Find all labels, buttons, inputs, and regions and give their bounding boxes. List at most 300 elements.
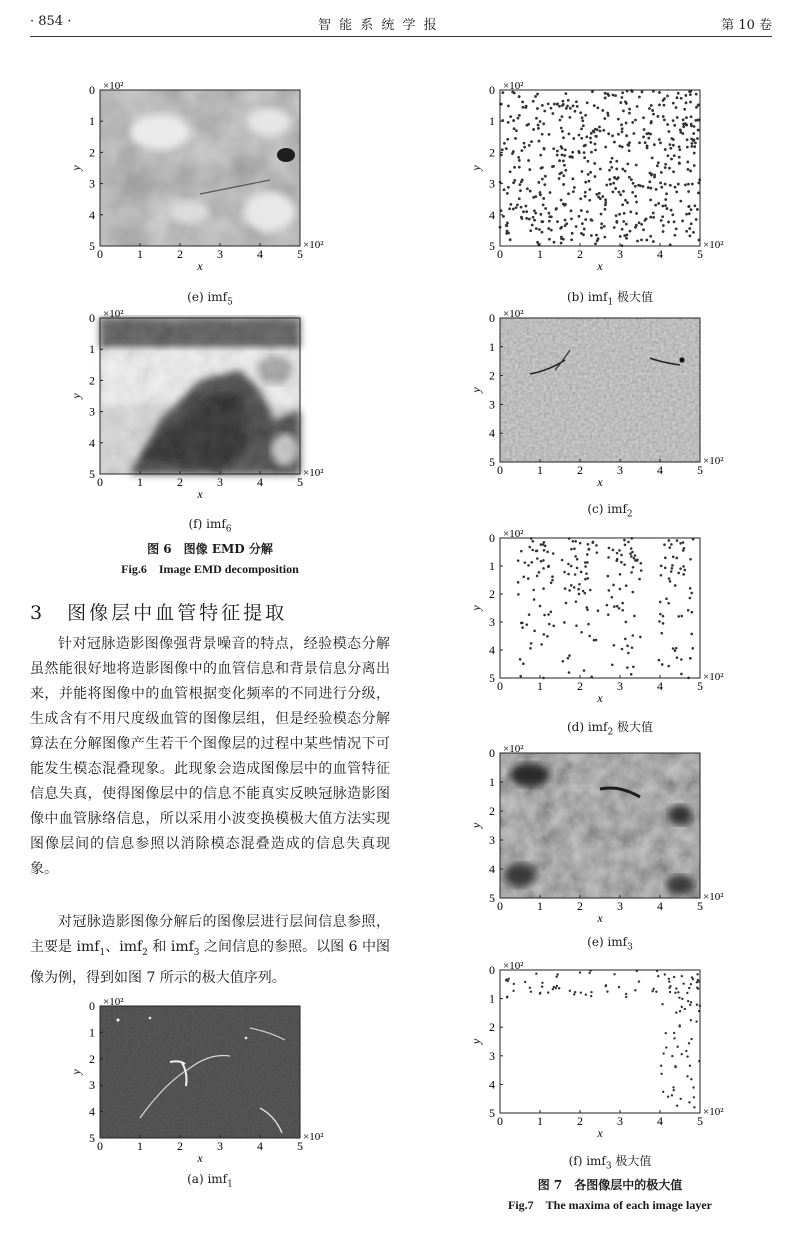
maxima-point (675, 1011, 677, 1013)
maxima-point (527, 123, 530, 126)
maxima-point (689, 93, 692, 96)
maxima-point (667, 221, 670, 224)
maxima-point (531, 224, 534, 227)
y-axis-label: y (469, 1038, 483, 1045)
y-axis-label: y (69, 165, 83, 171)
x-tick-label: 1 (537, 899, 543, 913)
x-tick-label: 0 (97, 247, 103, 261)
maxima-point (542, 567, 545, 570)
y-tick-label: 3 (489, 397, 495, 412)
maxima-point (642, 136, 645, 139)
page-number: · 854 · (30, 14, 72, 29)
maxima-point (638, 980, 640, 982)
maxima-point (539, 213, 542, 216)
maxima-point (586, 210, 589, 213)
maxima-point (608, 178, 611, 181)
maxima-point (552, 988, 554, 990)
maxima-point (634, 195, 637, 198)
maxima-point (621, 648, 624, 651)
maxima-point (665, 1046, 667, 1048)
maxima-point (560, 226, 563, 229)
maxima-point (671, 1055, 673, 1057)
maxima-point (532, 128, 535, 131)
maxima-point (635, 224, 638, 227)
maxima-point (541, 104, 544, 107)
maxima-point (630, 178, 633, 181)
maxima-point (625, 223, 628, 226)
maxima-point (540, 643, 543, 646)
maxima-point (668, 980, 670, 982)
maxima-point (561, 115, 564, 118)
maxima-point (626, 163, 629, 166)
maxima-point (664, 973, 666, 975)
maxima-point (611, 190, 614, 193)
maxima-point (539, 120, 542, 123)
maxima-point (588, 180, 591, 183)
maxima-point (522, 662, 525, 665)
maxima-point (570, 548, 573, 551)
maxima-point (604, 208, 607, 211)
maxima-point (684, 569, 687, 572)
maxima-point (560, 145, 563, 148)
body-paragraph-2: 对冠脉造影图像分解后的图像层进行层间信息参照，主要是 imf$_1$、imf$_2$ 和 imf$_3$ 之间信息的参照。以图 6 中图像为例，得到如图 7 所示的极大值序列。 (30, 914, 390, 986)
maxima-point (507, 186, 510, 189)
maxima-point (584, 114, 587, 117)
maxima-point (512, 208, 515, 211)
maxima-point (592, 129, 595, 132)
x-tick-label: 5 (697, 899, 703, 913)
maxima-point (643, 128, 646, 131)
maxima-point (567, 573, 570, 576)
maxima-point (695, 106, 698, 109)
maxima-point (611, 596, 614, 599)
maxima-point (564, 219, 567, 222)
maxima-point (596, 106, 599, 109)
maxima-point (514, 137, 517, 140)
maxima-point (620, 96, 623, 99)
maxima-point (665, 192, 668, 195)
x-multiplier: ×10² (303, 467, 324, 479)
maxima-point (562, 100, 565, 103)
maxima-point (543, 183, 546, 186)
x-tick-label: 5 (297, 475, 303, 489)
fig6f-plot (70, 310, 360, 510)
maxima-point (593, 104, 596, 107)
maxima-point (604, 203, 607, 206)
maxima-point (528, 168, 531, 171)
x-tick-label: 2 (577, 899, 583, 913)
maxima-point (626, 666, 629, 669)
maxima-point (680, 1098, 682, 1100)
maxima-point (627, 652, 630, 655)
maxima-point (580, 137, 583, 140)
maxima-point (578, 583, 581, 586)
maxima-point (652, 988, 654, 990)
y-axis-label: y (469, 165, 483, 171)
maxima-point (518, 166, 521, 169)
maxima-point (692, 231, 695, 234)
maxima-point (690, 1019, 692, 1021)
y-tick-label: 2 (89, 145, 95, 160)
maxima-point (547, 102, 550, 105)
maxima-point (564, 148, 567, 151)
maxima-point (666, 95, 669, 98)
maxima-point (681, 132, 684, 135)
maxima-point (594, 175, 597, 178)
maxima-point (527, 564, 530, 567)
maxima-point (634, 554, 637, 557)
x-tick-label: 2 (577, 247, 583, 261)
maxima-point (588, 548, 591, 551)
maxima-point (522, 210, 525, 213)
maxima-point (590, 151, 593, 154)
maxima-point (690, 208, 693, 211)
maxima-point (624, 638, 627, 641)
x-tick-label: 0 (497, 463, 503, 477)
y-tick-label: 0 (89, 83, 95, 97)
maxima-point (575, 624, 578, 627)
maxima-point (573, 993, 575, 995)
maxima-point (520, 206, 523, 209)
maxima-point (673, 976, 675, 978)
maxima-point (648, 107, 651, 110)
maxima-point (674, 992, 676, 994)
x-tick-label: 0 (97, 475, 103, 489)
maxima-point (541, 178, 544, 181)
maxima-point (556, 103, 559, 106)
maxima-point (645, 239, 648, 242)
maxima-point (640, 238, 643, 241)
maxima-point (690, 145, 693, 148)
maxima-point (620, 561, 623, 564)
maxima-point (597, 609, 600, 612)
maxima-point (601, 195, 604, 198)
maxima-point (627, 541, 630, 544)
fig6e-plot (70, 82, 360, 282)
maxima-point (634, 185, 637, 188)
maxima-point (590, 234, 593, 237)
maxima-point (638, 578, 641, 581)
maxima-point (678, 1024, 680, 1026)
maxima-point (603, 117, 606, 120)
maxima-point (690, 1038, 692, 1040)
y-tick-label: 2 (489, 804, 495, 818)
maxima-point (695, 1020, 697, 1022)
x-axis-label: x (597, 1126, 603, 1140)
x-tick-label: 0 (97, 1139, 103, 1153)
maxima-point (584, 144, 587, 147)
maxima-point (639, 562, 642, 565)
maxima-point (540, 543, 543, 546)
maxima-point (517, 581, 520, 584)
y-tick-label: 1 (489, 114, 495, 129)
maxima-point (513, 983, 515, 985)
maxima-point (673, 1089, 675, 1091)
maxima-point (518, 197, 521, 200)
maxima-point (695, 218, 698, 221)
maxima-point (534, 212, 537, 215)
maxima-point (668, 987, 670, 989)
maxima-point (558, 172, 561, 175)
maxima-point (644, 219, 647, 222)
maxima-point (585, 606, 588, 609)
maxima-point (687, 183, 690, 186)
maxima-point (580, 127, 583, 130)
maxima-point (589, 171, 592, 174)
maxima-point (631, 121, 634, 124)
maxima-point (512, 181, 515, 184)
maxima-point (668, 577, 671, 580)
maxima-point (544, 175, 547, 178)
maxima-point (625, 621, 628, 624)
maxima-point (606, 604, 609, 607)
volume-label: 第 10 卷 (721, 18, 772, 33)
maxima-point (683, 547, 686, 550)
maxima-point (558, 987, 560, 989)
maxima-point (649, 172, 652, 175)
maxima-point (507, 121, 510, 124)
maxima-point (563, 621, 566, 624)
maxima-point (644, 141, 647, 144)
maxima-point (674, 1065, 676, 1067)
maxima-point (607, 575, 610, 578)
maxima-point (681, 1053, 683, 1055)
maxima-point (530, 561, 533, 564)
x-tick-label: 1 (537, 463, 543, 477)
y-tick-label: 1 (489, 775, 495, 789)
maxima-point (618, 607, 621, 610)
maxima-point (561, 130, 564, 133)
y-tick-label: 3 (489, 615, 495, 629)
x-tick-label: 0 (497, 247, 503, 261)
maxima-point (562, 136, 565, 139)
maxima-point (649, 235, 652, 238)
y-tick-label: 3 (489, 833, 495, 847)
x-axis-label: x (197, 487, 203, 501)
maxima-point (672, 555, 675, 558)
x-tick-label: 3 (217, 1139, 223, 1153)
maxima-point (543, 549, 546, 552)
maxima-point (669, 580, 672, 583)
maxima-point (593, 639, 596, 642)
maxima-point (697, 192, 700, 195)
maxima-point (631, 646, 634, 649)
maxima-point (573, 186, 576, 189)
maxima-point (682, 541, 685, 544)
maxima-point (544, 545, 547, 548)
maxima-point (506, 222, 509, 225)
fig7c-plot (470, 310, 760, 490)
maxima-point (519, 658, 522, 661)
maxima-point (658, 138, 661, 141)
maxima-point (543, 147, 546, 150)
maxima-point (636, 105, 639, 108)
y-tick-label: 4 (489, 643, 495, 657)
maxima-point (604, 97, 607, 100)
maxima-point (587, 623, 590, 626)
maxima-point (664, 166, 667, 169)
maxima-point (672, 102, 675, 105)
y-multiplier: ×10² (103, 80, 124, 92)
x-tick-label: 4 (257, 1139, 263, 1153)
maxima-point (682, 549, 685, 552)
maxima-point (663, 543, 666, 546)
maxima-point (673, 154, 676, 157)
maxima-point (660, 632, 663, 635)
maxima-point (588, 972, 590, 974)
maxima-point (561, 104, 564, 107)
maxima-point (671, 564, 674, 567)
maxima-point (547, 212, 550, 215)
maxima-point (662, 1091, 664, 1093)
maxima-point (581, 222, 584, 225)
maxima-point (537, 181, 540, 184)
maxima-point (533, 630, 536, 633)
maxima-point (567, 99, 570, 102)
maxima-point (615, 221, 618, 224)
maxima-point (551, 165, 554, 168)
maxima-point (689, 1004, 691, 1006)
y-tick-label: 0 (89, 311, 95, 325)
maxima-point (596, 239, 599, 242)
maxima-point (687, 205, 690, 208)
x-tick-label: 2 (177, 475, 183, 489)
maxima-point (552, 147, 555, 150)
maxima-point (687, 168, 690, 171)
maxima-point (555, 987, 557, 989)
maxima-point (625, 134, 628, 137)
maxima-point (563, 154, 566, 157)
maxima-point (658, 91, 661, 94)
maxima-point (607, 132, 610, 135)
maxima-point (513, 127, 516, 130)
maxima-point (543, 614, 546, 617)
y-tick-label: 0 (489, 746, 495, 760)
maxima-point (628, 149, 631, 152)
fig7d-plot (469, 528, 760, 705)
maxima-point (660, 171, 663, 174)
maxima-point (690, 1078, 692, 1080)
maxima-point (508, 978, 510, 980)
maxima-point (551, 112, 554, 115)
maxima-point (593, 162, 596, 165)
maxima-point (672, 144, 675, 147)
fig7f-plot (469, 960, 760, 1140)
maxima-point (653, 143, 656, 146)
maxima-point (663, 97, 666, 100)
maxima-point (588, 635, 591, 638)
maxima-point (661, 205, 664, 208)
maxima-point (575, 600, 578, 603)
maxima-point (546, 551, 549, 554)
section-title: 3 图像层中血管特征提取 (30, 602, 288, 624)
maxima-point (531, 540, 534, 543)
maxima-point (547, 613, 550, 616)
maxima-point (630, 547, 633, 550)
x-tick-label: 1 (137, 1139, 143, 1153)
maxima-point (574, 991, 576, 993)
maxima-point (664, 163, 667, 166)
maxima-point (536, 107, 539, 110)
maxima-point (556, 985, 558, 987)
maxima-point (556, 154, 559, 157)
maxima-point (581, 170, 584, 173)
maxima-point (652, 216, 655, 219)
maxima-point (542, 197, 545, 200)
maxima-point (502, 215, 505, 218)
maxima-point (542, 633, 545, 636)
maxima-point (572, 190, 575, 193)
x-tick-label: 2 (177, 247, 183, 261)
maxima-point (631, 191, 634, 194)
x-tick-label: 5 (697, 1114, 703, 1128)
maxima-point (566, 105, 569, 108)
y-tick-label: 3 (89, 1078, 95, 1093)
maxima-point (539, 605, 542, 608)
maxima-point (619, 588, 622, 591)
maxima-point (603, 236, 606, 239)
maxima-point (601, 109, 604, 112)
maxima-point (686, 161, 689, 164)
maxima-point (618, 191, 621, 194)
maxima-point (581, 119, 584, 122)
maxima-point (529, 987, 531, 989)
y-multiplier: ×10² (103, 308, 124, 320)
maxima-point (599, 168, 602, 171)
maxima-point (685, 213, 688, 216)
y-tick-label: 3 (89, 176, 95, 191)
maxima-point (520, 216, 523, 219)
maxima-point (678, 161, 681, 164)
maxima-point (620, 123, 623, 126)
maxima-point (541, 982, 543, 984)
maxima-point (629, 230, 632, 233)
maxima-point (623, 212, 626, 215)
maxima-point (587, 543, 590, 546)
maxima-point (595, 135, 598, 138)
maxima-point (664, 557, 667, 560)
maxima-point (501, 148, 504, 151)
maxima-point (618, 213, 621, 216)
maxima-point (579, 971, 581, 973)
maxima-point (572, 104, 575, 107)
maxima-point (696, 137, 699, 140)
maxima-point (604, 201, 607, 204)
x-axis-label: x (597, 259, 603, 273)
maxima-point (682, 125, 685, 128)
maxima-point (647, 186, 650, 189)
maxima-point (690, 222, 693, 225)
maxima-point (519, 675, 522, 678)
maxima-point (518, 95, 521, 98)
maxima-point (525, 105, 528, 108)
maxima-point (525, 210, 528, 213)
maxima-point (552, 625, 555, 628)
maxima-point (567, 563, 570, 566)
maxima-point (513, 166, 516, 169)
maxima-point (580, 232, 583, 235)
maxima-point (509, 170, 512, 173)
maxima-point (584, 565, 587, 568)
maxima-point (532, 216, 535, 219)
maxima-point (588, 199, 591, 202)
maxima-point (685, 230, 688, 233)
maxima-point (578, 593, 581, 596)
maxima-point (630, 673, 633, 676)
maxima-point (646, 145, 649, 148)
maxima-point (561, 154, 564, 157)
maxima-point (676, 656, 679, 659)
